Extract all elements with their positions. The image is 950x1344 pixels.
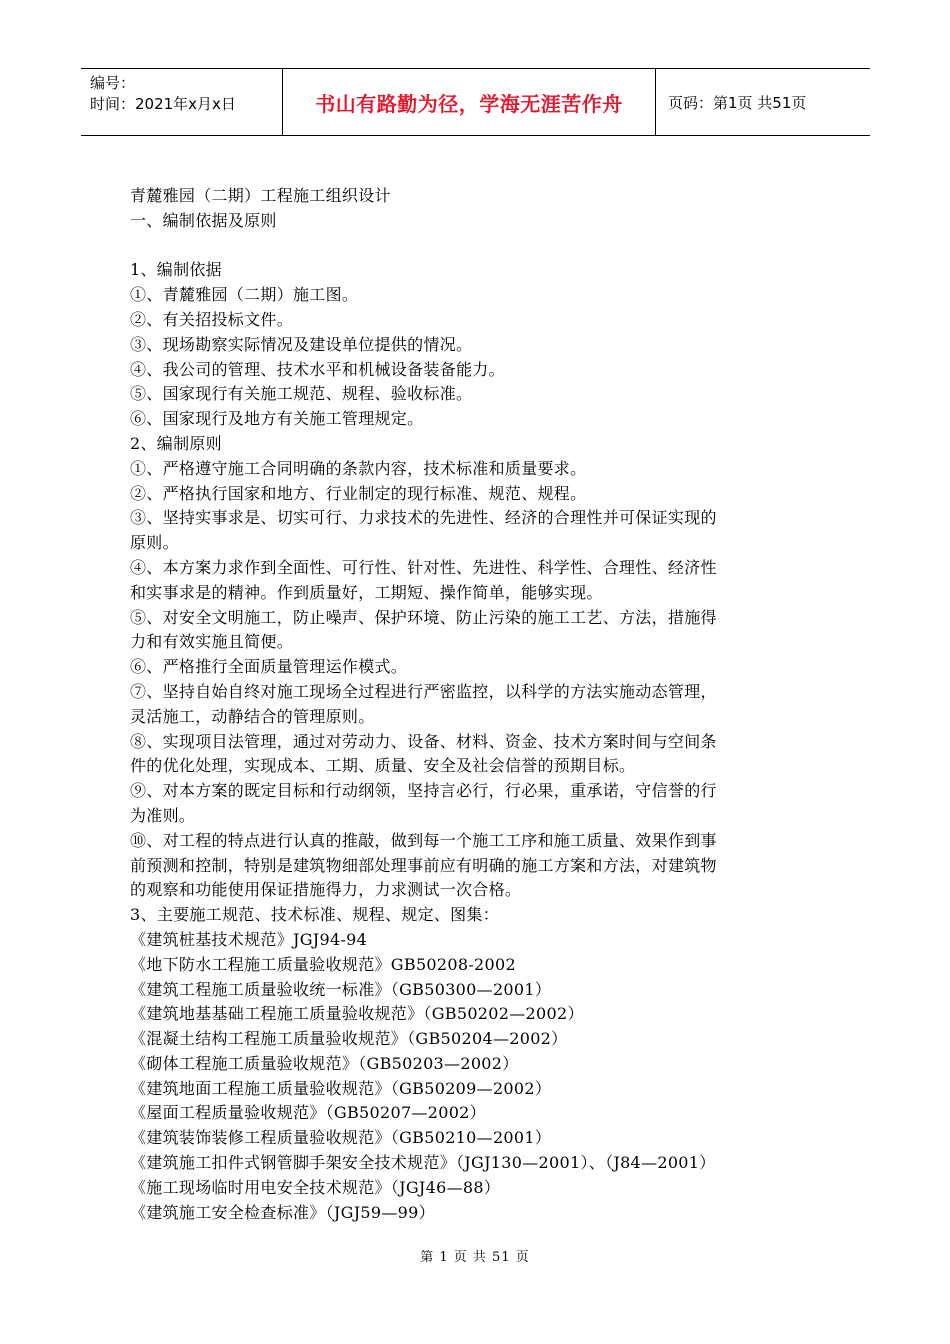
body-line: 和实事求是的精神。作到质量好，工期短、操作简单，能够实现。 xyxy=(130,582,603,602)
body-line: ⑤、国家现行有关施工规范、规程、验收标准。 xyxy=(130,384,473,404)
body-line: ②、严格执行国家和地方、行业制定的现行标准、规范、规程。 xyxy=(130,483,587,503)
body-line: 为准则。 xyxy=(130,805,196,825)
body-line: 《施工现场临时用电安全技术规范》（JGJ46—88） xyxy=(130,1177,501,1197)
body-line: 2、编制原则 xyxy=(130,433,222,453)
body-line: ④、我公司的管理、技术水平和机械设备装备能力。 xyxy=(130,359,505,379)
body-line: 《建筑施工扣件式钢管脚手架安全技术规范》（JGJ130—2001）、（J84—2001） xyxy=(130,1153,716,1173)
document-body xyxy=(130,184,830,1225)
body-line: ④、本方案力求作到全面性、可行性、针对性、先进性、科学性、合理性、经济性 xyxy=(130,557,717,577)
body-line: ⑩、对工程的特点进行认真的推敲，做到每一个施工工序和施工质量、效果作到事 xyxy=(130,830,717,850)
date-label: 时间：2021年x月x日 xyxy=(90,95,236,113)
body-line: 青麓雅园（二期）工程施工组织设计 xyxy=(130,186,391,205)
body-line: 灵活施工，动静结合的管理原则。 xyxy=(130,706,375,726)
motto-text: 书山有路勤为径，学海无涯苦作舟 xyxy=(315,91,623,116)
body-line: ⑥、国家现行及地方有关施工管理规定。 xyxy=(130,409,424,429)
body-line: ①、严格遵守施工合同明确的条款内容，技术标准和质量要求。 xyxy=(130,458,587,478)
body-line: 《屋面工程质量验收规范》（GB50207—2002） xyxy=(130,1103,486,1123)
body-line: 原则。 xyxy=(130,533,179,553)
body-line: 3、主要施工规范、技术标准、规程、规定、图集： xyxy=(130,905,500,925)
body-line: 力和有效实施且简便。 xyxy=(130,632,294,652)
header-meta-cell xyxy=(81,69,282,135)
body-line: 前预测和控制，特别是建筑物细部处理事前应有明确的施工方案和方法，对建筑物 xyxy=(130,855,717,875)
body-line: ⑦、坚持自始自终对施工现场全过程进行严密监控，以科学的方法实施动态管理， xyxy=(130,681,717,701)
body-line: 《建筑施工安全检查标准》（JGJ59—99） xyxy=(130,1202,435,1222)
body-line: 《地下防水工程施工质量验收规范》GB50208-2002 xyxy=(130,954,516,974)
body-line: 《建筑桩基技术规范》JGJ94-94 xyxy=(130,929,368,949)
body-line: 《建筑地面工程施工质量验收规范》（GB50209—2002） xyxy=(130,1078,552,1098)
page-header xyxy=(81,68,870,136)
body-line: ⑧、实现项目法管理，通过对劳动力、设备、材料、资金、技术方案时间与空间条 xyxy=(130,731,717,751)
body-line: ②、有关招投标文件。 xyxy=(130,309,294,329)
body-line: 《建筑地基基础工程施工质量验收规范》（GB50202—2002） xyxy=(130,1004,584,1024)
header-page-cell xyxy=(656,69,870,135)
body-line: 《混凝土结构工程施工质量验收规范》（GB50204—2002） xyxy=(130,1029,568,1049)
body-line: 《砌体工程施工质量验收规范》（GB50203—2002） xyxy=(130,1053,519,1073)
blank-line xyxy=(130,234,830,259)
body-line: 《建筑装饰装修工程质量验收规范》（GB50210—2001） xyxy=(130,1128,552,1148)
body-line: 1、编制依据 xyxy=(130,260,222,280)
footer-page-number: 第 1 页 共 51 页 xyxy=(420,1250,530,1265)
body-line: ①、青麓雅园（二期）施工图。 xyxy=(130,285,359,305)
body-line: ③、坚持实事求是、切实可行、力求技术的先进性、经济的合理性并可保证实现的 xyxy=(130,508,717,528)
body-line: 《建筑工程施工质量验收统一标准》（GB50300—2001） xyxy=(130,979,552,999)
header-motto-cell xyxy=(282,69,656,135)
body-line: 的观察和功能使用保证措施得力，力求测试一次合格。 xyxy=(130,880,522,900)
code-label: 编号： xyxy=(90,74,136,92)
body-line: ⑨、对本方案的既定目标和行动纲领，坚持言必行，行必果，重承诺，守信誉的行 xyxy=(130,781,717,801)
page-info: 页码：第1页 共51页 xyxy=(668,93,807,112)
body-line: ③、现场勘察实际情况及建设单位提供的情况。 xyxy=(130,334,473,354)
body-line: ⑤、对安全文明施工，防止噪声、保护环境、防止污染的施工工艺、方法，措施得 xyxy=(130,607,717,627)
body-line: 件的优化处理，实现成本、工期、质量、安全及社会信誉的预期目标。 xyxy=(130,756,636,776)
page-footer xyxy=(0,1246,950,1265)
body-line: ⑥、严格推行全面质量管理运作模式。 xyxy=(130,657,408,677)
body-line: 一、编制依据及原则 xyxy=(130,210,277,230)
